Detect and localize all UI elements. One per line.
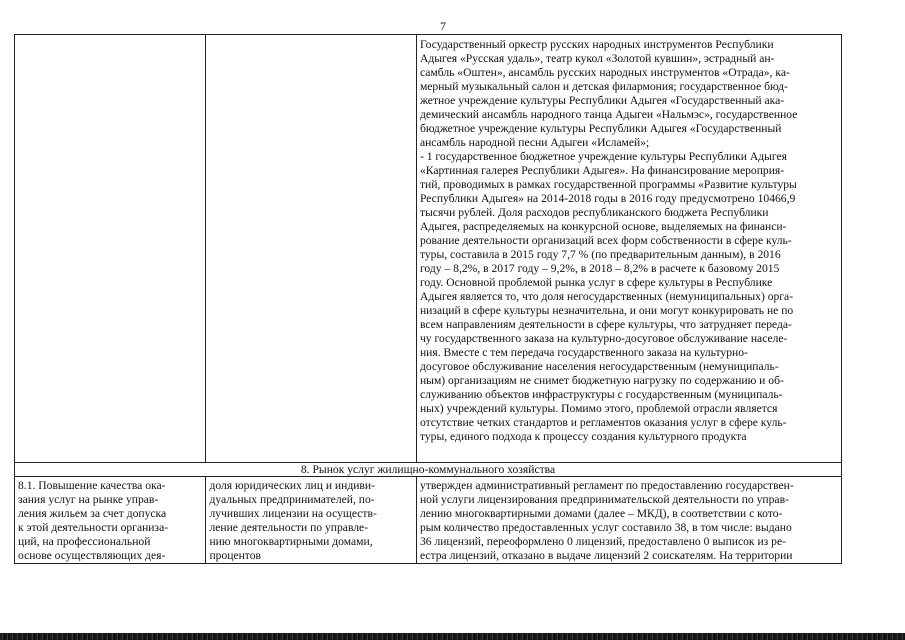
text-line: «Картинная галерея Республики Адыгея». На финансирование мероприя- [419,164,785,177]
text-line: Республики Адыгея» на 2014-2018 годы в 2016 году предусмотрено 10466,9 [419,192,796,205]
text-line: ния. Вместе с тем передача государственного заказа на культурно- [419,346,748,359]
text-line: процентов [209,549,261,562]
text-line: Адыгея «Русская удаль», театр кукол «Золотой кувшин», эстрадный ан- [419,52,775,65]
status-cell [416,477,841,564]
text-line: демический ансамбль народного танца Адыгеи «Нальмэс», государственное [419,108,798,121]
text-line: чу государственного заказа на культурно-досуговое обслуживание населе- [419,332,788,345]
document-table [14,34,842,564]
text-line: отсутствие четких стандартов и регламентов оказания услуг в сфере куль- [419,416,787,429]
text-line: ления жильем за счет допуска [18,507,167,520]
text-line: мерный музыкальный салон и детская филармония; государственное бюд- [419,80,788,93]
indicator-cell [206,477,417,564]
text-line: нию многоквартирными домами, [209,535,373,548]
text-line: году. Основной проблемой рынка услуг в сфере культуры в Республике [419,276,773,289]
text-line: утвержден административный регламент по предоставлению государствен- [419,479,794,492]
text-line: самбль «Оштен», ансамбль русских народных инструментов «Отрада», ка- [419,66,790,79]
text-line: туры, единого подхода к процессу создания культурного продукта [419,430,747,443]
text-line: 8.1. Повышение качества ока- [18,479,166,492]
text-line: ление деятельности по управле- [209,521,369,534]
table-row [15,35,842,463]
indicator-text [209,479,413,563]
empty-cell-value [206,35,417,463]
table-row [15,477,842,564]
text-line: тий, проводимых в рамках государственной программы «Развитие культуры [419,178,797,191]
text-line: досуговое обслуживание населения негосударственным (немуниципаль- [419,360,779,373]
text-line: лению многоквартирными домами (далее – МКД), в соответствии с кото- [419,507,783,520]
description-text [420,38,838,444]
text-line: зания услуг на рынке управ- [18,493,159,506]
section-header-row [15,463,842,477]
text-line: доля юридических лиц и индиви- [209,479,375,492]
text-line: ций, на профессиональной [18,535,151,548]
text-line: рым количество предоставленных услуг составило 38, в том числе: выдано [419,521,792,534]
text-line: основе осуществляющих дея- [18,549,166,562]
text-line: Адыгея, распределяемых на конкурсной основе, выделяемых на финанси- [419,220,787,233]
text-line: рование деятельности организаций всех форм собственности в сфере куль- [419,234,792,247]
text-line: ансамбль народной песни Адыгеи «Исламей»; [419,136,650,149]
empty-cell-indicator [15,35,206,463]
text-line: лучивших лицензии на осуществ- [209,507,377,520]
text-line: Адыгея является то, что доля негосударственных (немуниципальных) орга- [419,290,794,303]
status-text [420,479,838,563]
text-line: жетное учреждение культуры Республики Адыгея «Государственный ака- [419,94,785,107]
text-line: - 1 государственное бюджетное учреждение культуры Республики Адыгея [419,150,788,163]
text-line: низаций в сфере культуры незначительна, и они могут конкурировать не по [419,304,794,317]
text-line: к этой деятельности организа- [18,521,169,534]
scan-edge-border [0,633,905,640]
text-line: дуальных предпринимателей, по- [209,493,375,506]
description-cell [416,35,841,463]
text-line: году – 8,2%, в 2017 году – 9,2%, в 2018 – 8,2% в расчете к базовому 2015 [419,262,780,275]
text-line: ным) организациям не снимет бюджетную нагрузку по содержанию и об- [419,374,784,387]
measure-cell [15,477,206,564]
text-line: служиванию объектов инфраструктуры с государственным (муниципаль- [419,388,783,401]
text-line: 36 лицензий, переоформлено 0 лицензий, предоставлено 0 выписок из ре- [419,535,786,548]
text-line: ной услуги лицензирования предпринимательской деятельности по управ- [419,493,789,506]
page-number: 7 [440,19,446,33]
text-line: бюджетное учреждение культуры Республики Адыгея «Государственный [419,122,782,135]
text-line: всем направлениям деятельности в сфере культуры, что затрудняет переда- [419,318,792,331]
text-line: тысячи рублей. Доля расходов республиканского бюджета Республики [419,206,769,219]
text-line: туры, составила в 2015 году 7,7 % (по предварительным данным), в 2016 [419,248,781,261]
text-line: Государственный оркестр русских народных инструментов Республики [419,38,774,51]
text-line: ных) учреждений культуры. Помимо этого, проблемой отрасли является [419,402,778,415]
text-line: естра лицензий, отказано в выдаче лицензий 2 соискателям. На территории [419,549,793,562]
section-title: 8. Рынок услуг жилищно-коммунального хозяйства [15,463,842,477]
measure-text [18,479,202,563]
